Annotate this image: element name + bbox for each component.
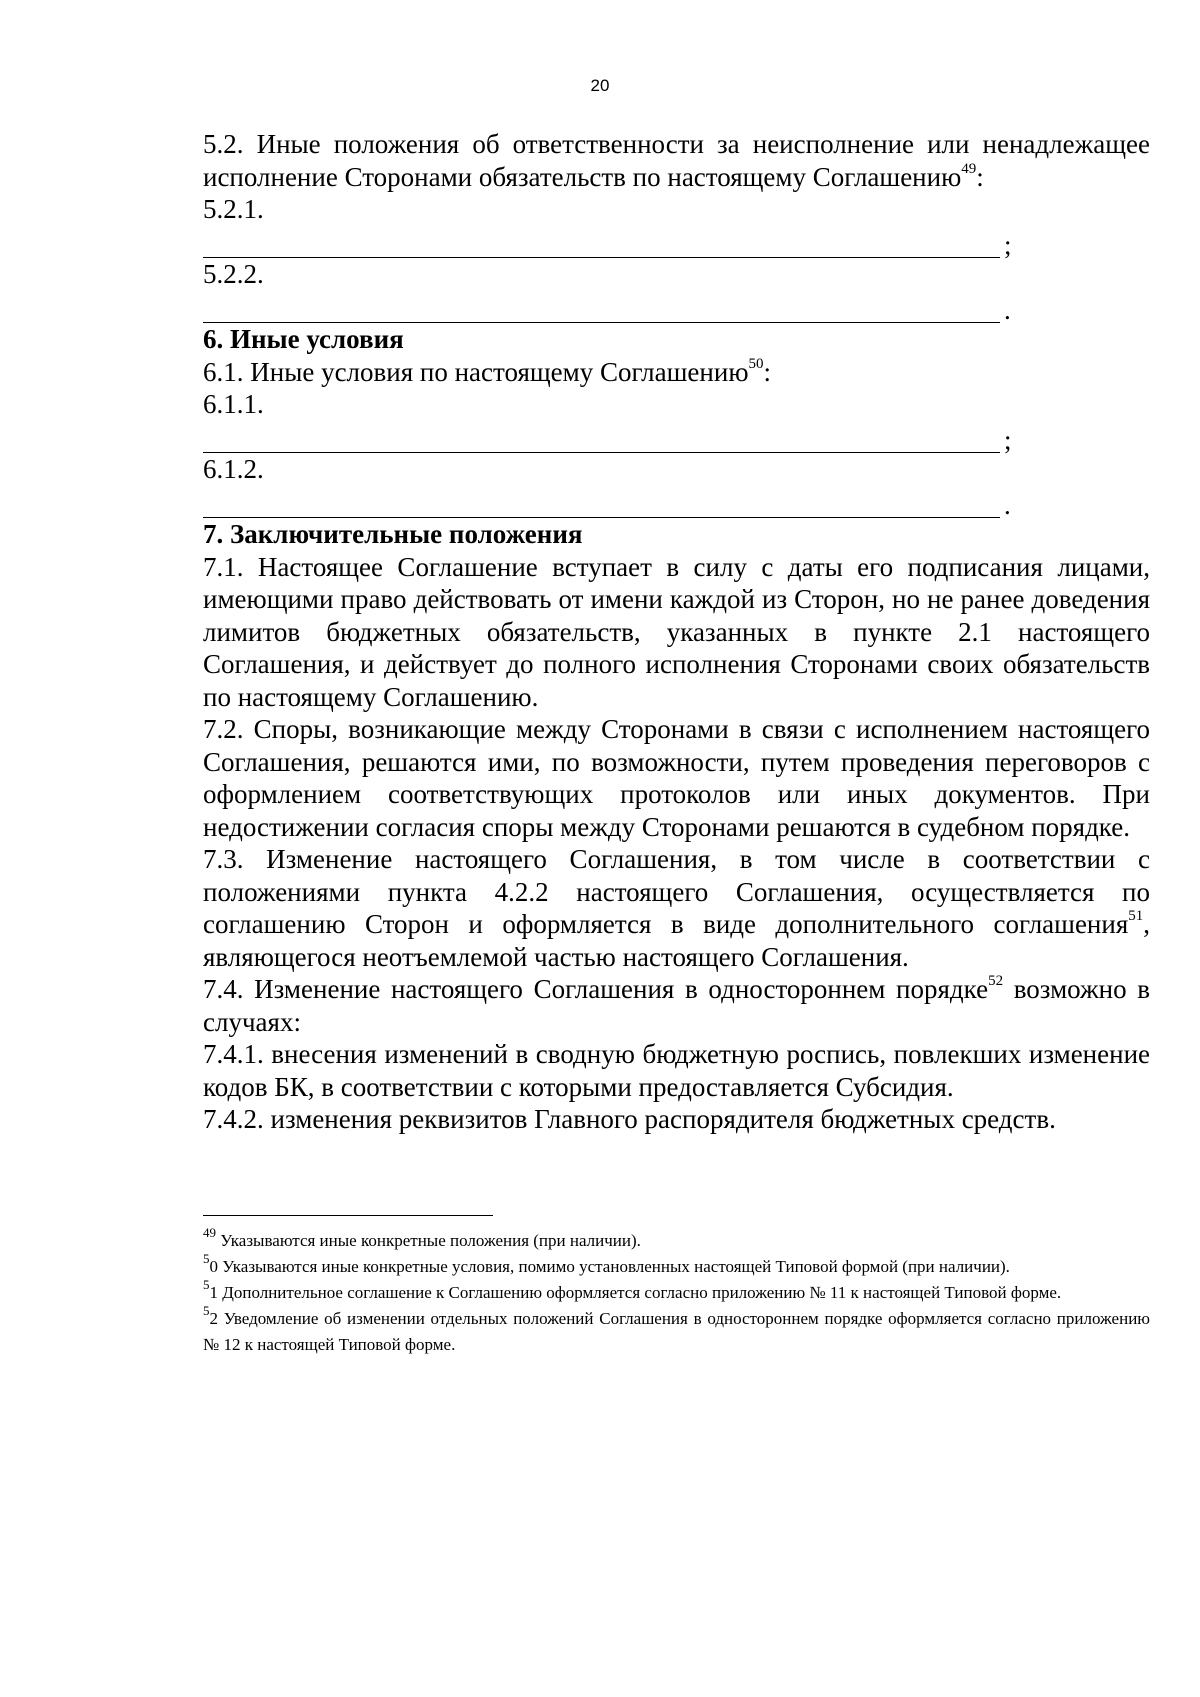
footnote-ref-51[interactable]: 51 [1128,908,1144,924]
section-6-heading: 6. Иные условия [203,324,404,354]
footnote-ref-52[interactable]: 52 [988,973,1004,989]
footnote-ref-50[interactable]: 50 [748,355,764,372]
page-number: 20 [590,76,610,95]
footnote-52: $^5$2 Уведомление об изменении отдельных положений Соглашения в одностороннем порядке оформляется согласно приложению № 12 к настоящей Типовой форме. [203,1303,1150,1354]
blank-line-6-1-2: . [203,486,1150,519]
paragraph-5-2: 5.2. Иные положения об ответственности за неисполнение или ненадлежащее исполнение Сторонами обязательств по настоящему Соглашению$^{49}$: [203,129,1150,192]
paragraph-7-4: 7.4. Изменение настоящего Соглашения в одностороннем порядке$^{52}$ возможно в случаях: [203,973,1150,1037]
section-7-heading: 7. Заключительные положения [203,519,583,549]
paragraph-7-1: 7.1. Настоящее Соглашение вступает в силу с даты его подписания лицами, имеющими право действовать от имени каждой из Сторон, но не ранее доведения лимитов бюджетных обязательств, указанных в пункте 2.1 настоящего Соглашения, и действует до полного исполнения Сторонами своих обязательств по настоящему Соглашению. [203,551,1150,712]
footnote-separator [203,1215,493,1216]
paragraph-7-4-2: 7.4.2. изменения реквизитов Главного распорядителя бюджетных средств. [203,1104,1056,1134]
blank-line-6-1-1: ; [203,421,1150,454]
item-5-2-2: 5.2.2. [203,259,264,289]
footnotes [203,1225,1150,1358]
footnote-50: $^5$0 Указываются иные конкретные условия, помимо установленных настоящей Типовой формой (при наличии). [203,1251,1010,1276]
paragraph-7-3: 7.3. Изменение настоящего Соглашения, в том числе в соответствии с положениями пункта 4.2.2 настоящего Соглашения, осуществляется по соглашению Сторон и оформляется в виде дополнительного соглашения$^{51}$, являющегося неотъемлемой частью настоящего Соглашения. [203,844,1150,972]
paragraph-7-4-1: 7.4.1. внесения изменений в сводную бюджетную роспись, повлекших изменение кодов БК, в соответствии с которыми предоставляется Субсидия. [203,1039,1150,1102]
paragraph-7-2: 7.2. Споры, возникающие между Сторонами в связи с исполнением настоящего Соглашения, решаются ими, по возможности, путем проведения переговоров с оформлением соответствующих протоколов или иных документов. При недостижении согласия споры между Сторонами решаются в судебном порядке. [203,714,1150,842]
blank-line-5-2-1: ; [203,226,1150,259]
document-body [203,128,1150,1136]
item-5-2-1: 5.2.1. [203,194,264,224]
footnote-ref-49[interactable]: 49 [961,160,977,177]
paragraph-6-1: 6.1. Иные условия по настоящему Соглашению$^{50}$: [203,355,771,387]
blank-line-5-2-2: . [203,291,1150,324]
item-6-1-2: 6.1.2. [203,454,264,484]
footnote-49: $^{49}$ Указываются иные конкретные положения (при наличии). [203,1225,641,1250]
item-6-1-1: 6.1.1. [203,389,264,419]
footnote-51: $^5$1 Дополнительное соглашение к Соглашению оформляется согласно приложению № 11 к настоящей Типовой форме. [203,1277,1062,1302]
